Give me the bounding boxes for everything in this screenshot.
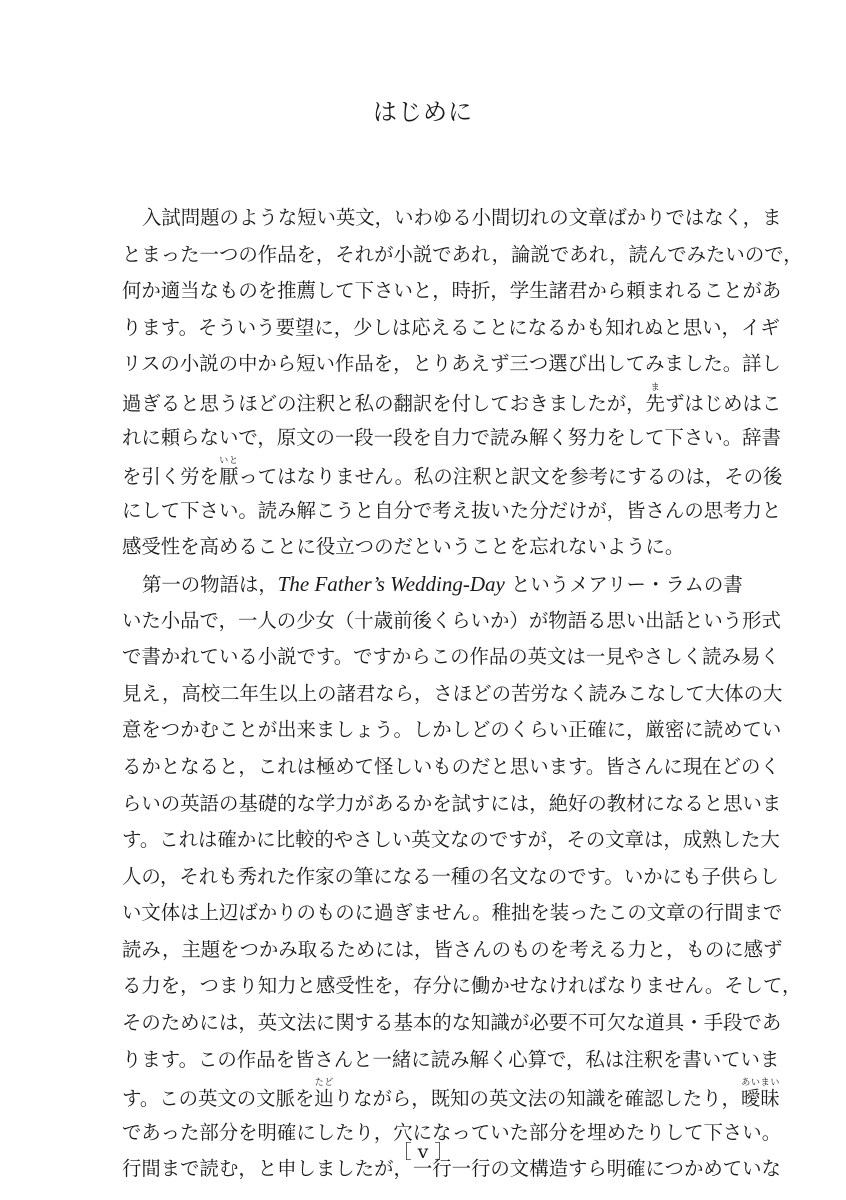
ruby-base: 先	[645, 391, 665, 415]
text-line: 行間まで読む，と申しましたが，一行一行の文構造すら明確につかめていな	[122, 1157, 781, 1181]
text-segment: ずはじめはこ	[664, 391, 782, 415]
text-line: ります。そういう要望に，少しは応えることになるかも知れぬと思い，イギ	[122, 315, 780, 339]
ruby-base: 辿	[314, 1087, 334, 1111]
text-segment: を引く労を	[122, 465, 219, 489]
ruby-word	[314, 1078, 334, 1111]
text-line: 意をつかむことが出来ましょう。しかしどのくらい正確に，厳密に読めてい	[122, 718, 782, 742]
text-line: 読み，主題をつかみ取るためには，皆さんのものを考える力と，ものに感ず	[122, 937, 783, 961]
text-line: ります。この作品を皆さんと一緒に読み解く心算で，私は注釈を書いていま	[122, 1047, 780, 1071]
page-title: はじめに	[373, 98, 473, 126]
ruby-base: 厭	[218, 465, 239, 489]
text-line: 入試問題のような短い英文，いわゆる小間切れの文章ばかりではなく，ま	[142, 206, 782, 229]
text-line: 感受性を高めることに役立つのだということを忘れないように。	[122, 535, 685, 559]
body-text	[122, 200, 803, 1188]
paragraph-2	[122, 566, 802, 1188]
text-segment: 過ぎると思うほどの注釈と私の翻訳を付しておきましたが，	[122, 391, 646, 415]
paragraph-1	[122, 200, 803, 566]
text-line: れに頼らないで，原文の一段一段を自力で読み解く努力をして下さい。辞書	[122, 425, 781, 449]
ruby-reading: たど	[314, 1078, 334, 1089]
ruby-reading: いと	[218, 456, 239, 467]
text-line: いた小品で，一人の少女（十歳前後くらいか）が物語る思い出話という形式	[122, 608, 781, 632]
text-line: 見え，高校二年生以上の諸君なら，さほどの苦労なく読みこなして大体の大	[122, 681, 783, 705]
page-number: ［ v ］	[392, 1141, 454, 1163]
text-line: で書かれている小説です。ですからこの作品の英文は一見やさしく読み易く	[122, 645, 780, 669]
text-line: るかとなると，これは極めて怪しいものだと思います。皆さんに現在どのく	[122, 754, 780, 778]
text-line: す。これは確かに比較的やさしい英文なのですが，その文章は，成熟した大	[122, 828, 780, 852]
text-line	[122, 1078, 780, 1115]
text-line: らいの英語の基礎的な学力があるかを試すには，絶好の教材になると思いま	[122, 791, 782, 815]
text-line: であった部分を明確にしたり，穴になっていた部分を埋めたりして下さい。	[122, 1120, 782, 1144]
text-line	[122, 382, 782, 420]
ruby-reading: あいまい	[740, 1078, 780, 1089]
text-line: い文体は上辺ばかりのものに過ぎません。稚拙を装ったこの文章の行間まで	[122, 901, 783, 925]
ruby-reading: ま	[645, 382, 665, 393]
book-title: The Father’s Wedding-Day	[277, 571, 505, 596]
text-line: 人の，それも秀れた作家の筆になる一種の名文なのです。いかにも子供らし	[122, 864, 779, 888]
text-line	[122, 566, 743, 603]
text-line: そのためには，英文法に関する基本的な知識が必要不可欠な道具・手段であ	[122, 1011, 782, 1035]
text-segment: というメアリー・ラムの書	[504, 572, 743, 596]
ruby-base: 曖昧	[740, 1087, 780, 1111]
text-segment: す。この英文の文脈を	[122, 1087, 315, 1111]
text-segment: りながら，既知の英文法の知識を確認したり，	[333, 1087, 741, 1111]
text-line: にして下さい。読み解こうと自分で考え抜いた分だけが，皆さんの思考力と	[122, 498, 782, 522]
text-line: 何か適当なものを推薦して下さいと，時折，学生諸君から頼まれることがあ	[122, 279, 782, 303]
text-segment: ってはなりません。私の注釈と訳文を参考にするのは，その後	[238, 465, 783, 489]
text-line: る力を，つまり知力と感受性を，存分に働かせなければなりません。そして，	[122, 974, 802, 998]
ruby-word	[218, 456, 239, 489]
text-line: リスの小説の中から短い作品を，とりあえず三つ選び出してみました。詳し	[122, 352, 781, 376]
ruby-word	[740, 1078, 780, 1111]
ruby-word	[645, 382, 665, 415]
text-line: とまった一つの作品を，それが小説であれ，論説であれ，読んでみたいので，	[122, 242, 803, 266]
text-line	[122, 456, 783, 493]
text-segment: 第一の物語は，	[142, 572, 278, 596]
